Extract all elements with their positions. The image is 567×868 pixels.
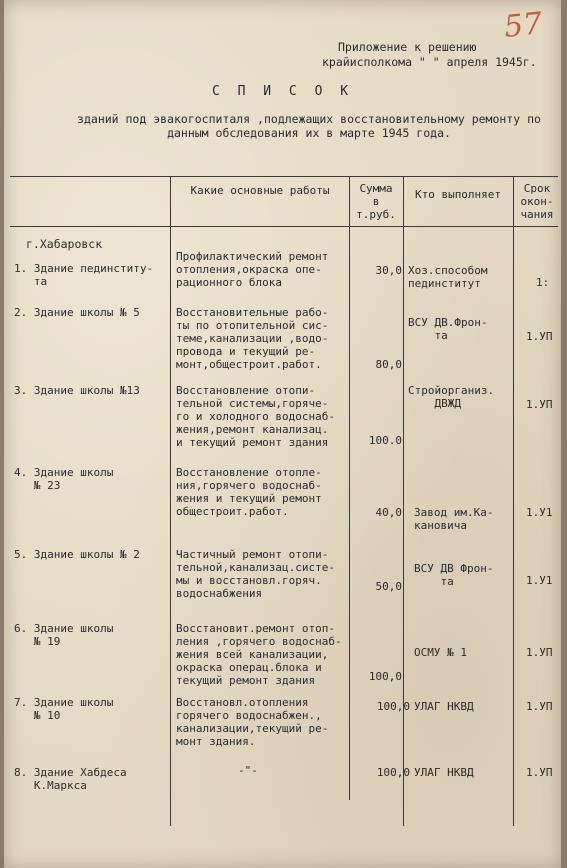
row-7-term: 1.УП: [526, 700, 553, 713]
row-6-executor: ОСМУ № 1: [414, 646, 467, 659]
row-2-executor: ВСУ ДВ.Фрон- та: [408, 316, 488, 342]
row-1-sum: 30,0: [375, 264, 402, 277]
city-label: г.Хабаровск: [26, 237, 103, 251]
document-page: [4, 0, 561, 868]
row-5-works: Частичный ремонт отопи- тельной,канализац.систе- мы и восстановл.горяч. водоснабжения: [176, 548, 335, 600]
row-7-works: Восстановл.отопления горячего водоснабжен., канализации,текущий ре- монт здания.: [176, 696, 329, 748]
row-5-executor: ВСУ ДВ Фрон- та: [414, 562, 494, 588]
header-bottom-rule: [10, 226, 558, 227]
row-4-term: 1.У1: [526, 506, 553, 519]
header-works: Какие основные работы: [190, 184, 330, 197]
row-6-works: Восстановит.ремонт отоп- ления ,горячего водоснаб- жения всей канализации, окраска операц.блока и текущий ремонт здания: [176, 622, 342, 687]
row-8-term: 1.УП: [526, 766, 553, 779]
row-5-building: 5. Здание школы № 2: [14, 548, 140, 561]
row-1-executor: Хоз.способом пединститут: [408, 264, 488, 290]
row-7-sum: 100,0: [376, 700, 410, 713]
row-8-executor: УЛАГ НКВД: [414, 766, 474, 779]
row-3-term: 1.УП: [526, 398, 553, 411]
header-sum: Сумма в т.руб.: [356, 182, 396, 221]
row-2-term: 1.УП: [526, 330, 553, 343]
approval-line-1: Приложение к решению: [338, 40, 477, 54]
document-subtitle: зданий под эвакогоспиталя ,подлежащих восстановительному ремонту по данным обследования их в марте 1945 года.: [77, 112, 541, 140]
row-5-term: 1.У1: [526, 574, 553, 587]
row-4-sum: 40,0: [375, 506, 402, 519]
row-4-executor: Завод им.Ка- кановича: [414, 506, 494, 532]
table-top-rule: [10, 176, 558, 177]
column-divider-1: [170, 176, 171, 826]
row-5-sum: 50,0: [375, 580, 402, 593]
row-1-building: 1. Здание пединститу- та: [14, 262, 154, 288]
row-1-works: Профилактический ремонт отопления,окраска опе- рационного блока: [176, 250, 329, 289]
row-6-sum: 100,0: [368, 670, 402, 683]
header-executor: Кто выполняет: [414, 188, 502, 201]
row-3-works: Восстановление отопи- тельной системы,горяче- го и холодного водоснаб- жения,ремонт канализац. и текущий ремонт здания: [176, 384, 335, 449]
row-2-works: Восстановительные рабо- ты по отопительной сис- теме,канализации ,водо- провода и текущий ре- монт,общестроит.работ.: [176, 306, 329, 371]
row-8-sum: 100,0: [376, 766, 410, 779]
row-3-executor: Стройорганиз. ДВЖД: [408, 384, 495, 410]
page-number: 57: [502, 6, 544, 45]
row-7-building: 7. Здание школы № 10: [14, 696, 114, 722]
approval-line-2: крайисполкома " " апреля 1945г.: [322, 55, 537, 69]
header-term: Срок окон- чания: [520, 182, 554, 221]
row-6-building: 6. Здание школы № 19: [14, 622, 114, 648]
row-6-term: 1.УП: [526, 646, 553, 659]
row-8-works: -"-: [238, 764, 258, 777]
approval-note: [322, 40, 537, 70]
row-7-executor: УЛАГ НКВД: [414, 700, 474, 713]
row-4-works: Восстановление отопле- ния,горячего водоснаб- жения и текущий ремонт общестроит.работ.: [176, 466, 322, 518]
document-title: С П И С О К: [211, 84, 354, 99]
row-2-sum: 80,0: [375, 358, 402, 371]
column-divider-4: [513, 176, 514, 826]
row-8-building: 8. Здание Хабдеса К.Маркса: [14, 766, 127, 792]
row-1-term: 1:: [536, 276, 550, 289]
row-2-building: 2. Здание школы № 5: [14, 306, 140, 319]
column-divider-3: [403, 176, 404, 826]
row-3-sum: 100.0: [368, 434, 402, 447]
row-4-building: 4. Здание школы № 23: [14, 466, 114, 492]
row-3-building: 3. Здание школы №13: [14, 384, 140, 397]
